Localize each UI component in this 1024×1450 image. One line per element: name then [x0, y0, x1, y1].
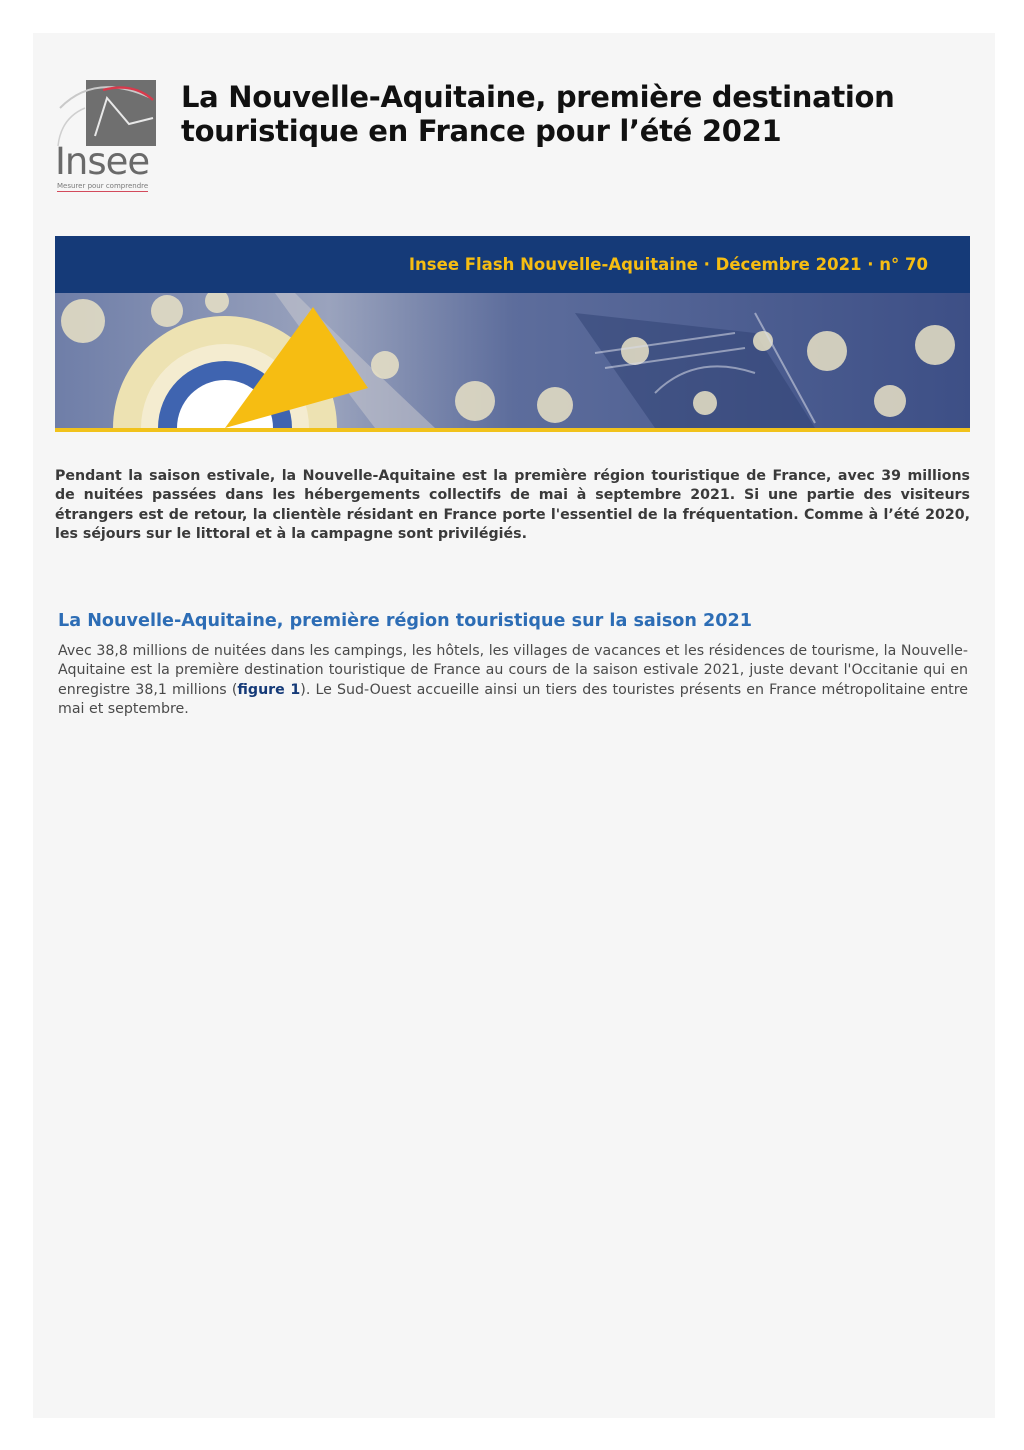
page-title: La Nouvelle-Aquitaine, première destination touristique en France pour l’été 2021	[181, 80, 895, 148]
section-heading: La Nouvelle-Aquitaine, première région touristique sur la saison 2021	[58, 611, 752, 631]
publication-label: Insee Flash Nouvelle-Aquitaine · Décembre 2021 · n° 70	[408, 255, 928, 274]
publication-banner	[55, 236, 970, 293]
logo-tagline: Mesurer pour comprendre	[57, 182, 149, 190]
figure-1-link[interactable]: figure 1	[237, 681, 301, 698]
insee-logo-icon	[55, 78, 159, 148]
banner-gold-rule	[55, 428, 970, 432]
insee-logo[interactable]	[55, 78, 159, 196]
logo-wordmark: Insee	[55, 140, 150, 183]
section-body-text: Avec 38,8 millions de nuitées dans les campings, les hôtels, les villages de vacances et les résidences de tourisme, la Nouvelle-Aquitaine est la première destination touristique de France au cours de la saison estivale 2021, juste devant l'Occitanie qui en enregistre 38,1 millions (	[58, 643, 968, 698]
lead-paragraph: Pendant la saison estivale, la Nouvelle-Aquitaine est la première région touristique de France, avec 39 millions de nuitées passées dans les hébergements collectifs de mai à septembre 2021. Si une partie des visiteurs étrangers est de retour, la clientèle résidant en France porte l'essentiel de la fréquentation. Comme à l’été 2020, les séjours sur le littoral et à la campagne sont privilégiés.	[55, 468, 970, 543]
section-body-text-end: ). Le Sud-Ouest accueille ainsi un tiers des touristes présents en France métropolitaine entre mai et septembre.	[58, 681, 968, 718]
banner-illustration	[55, 293, 970, 428]
section-body	[58, 642, 968, 720]
